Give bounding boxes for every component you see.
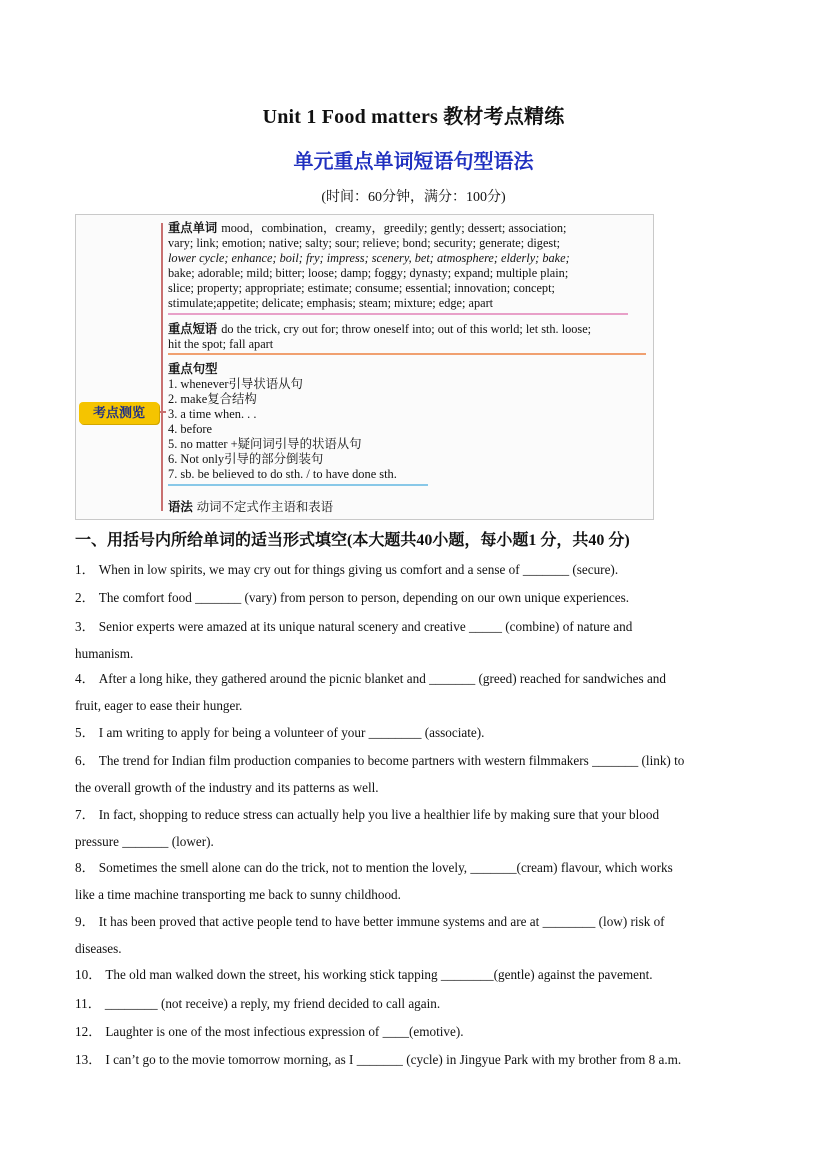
time-info: (时间：60分钟，满分：100分)	[321, 190, 506, 205]
key-words-label: 重点单词	[168, 221, 218, 235]
grammar-label: 语法	[168, 500, 193, 514]
question-item: 4． After a long hike, they gathered around the picnic blanket and _______ (greed) reached for sandwiches and fruit, eager to ease their hunger.	[75, 671, 666, 713]
question-item: 6． The trend for Indian film production companies to become partners with western filmmakers _______ (link) to the overall growth of the industry and its patterns as well.	[75, 753, 685, 795]
overview-connector	[160, 411, 166, 413]
key-patterns-section	[168, 362, 428, 486]
key-words-line: lower cycle; enhance; boil; fry; impress; scenery, bet; atmosphere; elderly; bake;	[168, 251, 570, 265]
key-points-overview	[75, 214, 654, 520]
key-words-line: vary; link; emotion; native; salty; sour; relieve; bond; security; generate; digest;	[168, 236, 561, 250]
key-pattern-item: 2. make复合结构	[168, 392, 257, 406]
key-words-line: 重点单词 mood，combination，creamy，greedily; gently; dessert; association;	[168, 221, 567, 235]
question-item: 5． I am writing to apply for being a volunteer of your ________ (associate).	[75, 725, 485, 740]
key-phrases-label: 重点短语	[168, 322, 218, 336]
question-item: 12． Laughter is one of the most infectious expression of ____(emotive).	[75, 1024, 464, 1039]
question-item: 11． ________ (not receive) a reply, my friend decided to call again.	[75, 996, 441, 1011]
key-phrases-line: 重点短语 do the trick, cry out for; throw oneself into; out of this world; let sth. loose;	[168, 322, 592, 336]
question-item: 1． When in low spirits, we may cry out for things giving us comfort and a sense of _______ (secure).	[75, 562, 619, 577]
key-words-line: slice; property; appropriate; estimate; consume; essential; innovation; concept;	[168, 281, 555, 295]
question-item: 9． It has been proved that active people tend to have better immune systems and are at ________ (low) risk of diseases.	[75, 914, 665, 956]
page-title: Unit 1 Food matters 教材考点精练	[262, 106, 565, 128]
question-item: 3． Senior experts were amazed at its unique natural scenery and creative _____ (combine) of nature and humanism.	[75, 619, 633, 661]
key-phrases-section	[168, 322, 646, 355]
key-words-line: stimulate;appetite; delicate; emphasis; steam; mixture; edge; apart	[168, 296, 494, 310]
question-item: 8． Sometimes the smell alone can do the trick, not to mention the lovely, _______(cream) flavour, which works like a time machine transporting me back to sunny childhood.	[75, 860, 673, 902]
key-patterns-label: 重点句型	[168, 362, 218, 376]
question-item: 7． In fact, shopping to reduce stress can actually help you live a healthier life by making sure that your blood pressure _______ (lower).	[75, 807, 660, 849]
grammar-text: 动词不定式作主语和表语	[196, 500, 334, 514]
key-pattern-item: 1. whenever引导状语从句	[168, 377, 303, 391]
key-pattern-item: 3. a time when. . .	[168, 407, 257, 421]
key-pattern-item: 7. sb. be believed to do sth. / to have done sth.	[168, 467, 397, 481]
overview-badge: 考点测览	[79, 402, 159, 424]
question-item: 10． The old man walked down the street, his working stick tapping ________(gentle) against the pavement.	[75, 967, 653, 982]
key-pattern-item: 5. no matter +疑问词引导的状语从句	[168, 437, 362, 451]
page-subtitle: 单元重点单词短语句型语法	[293, 151, 534, 173]
question-item: 13． I can’t go to the movie tomorrow morning, as I _______ (cycle) in Jingyue Park with my brother from 8 a.m.	[75, 1052, 682, 1067]
key-phrases-line: hit the spot; fall apart	[168, 337, 274, 351]
key-words-line: bake; adorable; mild; bitter; loose; damp; foggy; dynasty; expand; multiple plain;	[168, 266, 569, 280]
key-words-section	[168, 221, 628, 315]
grammar-section	[168, 500, 333, 515]
section-heading: 一、用括号内所给单词的适当形式填空(本大题共40小题，每小题1 分，共40 分)	[75, 532, 630, 549]
key-pattern-item: 6. Not only引导的部分倒装句	[168, 452, 324, 466]
question-item: 2． The comfort food _______ (vary) from person to person, depending on our own unique experiences.	[75, 590, 630, 605]
key-pattern-item: 4. before	[168, 422, 213, 436]
